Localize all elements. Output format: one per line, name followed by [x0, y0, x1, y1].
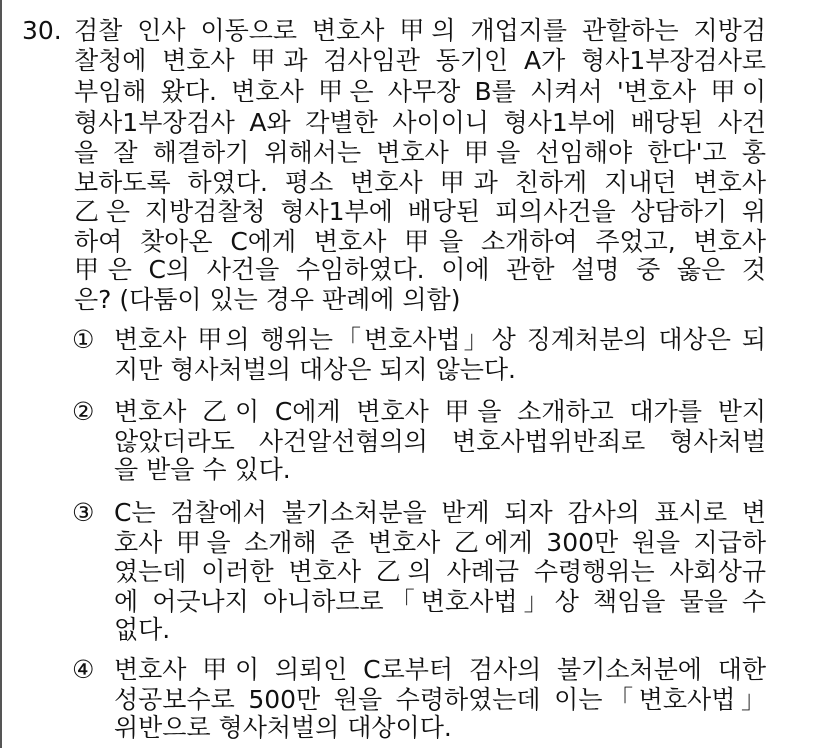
option-line: 않았더라도 사건알선혐의의 변호사법위반죄로 형사처벌 [114, 427, 766, 456]
stem-line: 형사1부장검사 A와 각별한 사이이니 형사1부에 배당된 사건 [74, 108, 766, 137]
option-line: 에 어긋나지 아니하므로「변호사법」상 책임을 물을 수 [114, 587, 766, 616]
stem-line: 을 잘 해결하기 위해서는 변호사 甲을 선임해야 한다'고 홍 [74, 138, 766, 167]
stem-line: 은? (다툼이 있는 경우 판례에 의함) [74, 285, 461, 314]
stem-line: 찰청에 변호사 甲과 검사임관 동기인 A가 형사1부장검사로 [74, 46, 766, 75]
option-line: C는 검찰에서 불기소처분을 받게 되자 감사의 표시로 변 [114, 498, 766, 527]
option-line: 을 받을 수 있다. [114, 455, 291, 484]
option-line: 호사 甲을 소개해 준 변호사 乙에게 300만 원을 지급하 [114, 528, 766, 557]
option-marker: ③ [72, 498, 95, 527]
option-line: 성공보수로 500만 원을 수령하였는데 이는「변호사법」 [114, 685, 766, 714]
stem-line: 보하도록 하였다. 평소 변호사 甲과 친하게 지내던 변호사 [74, 168, 766, 197]
option-line: 없다. [114, 615, 171, 644]
stem-line: 하여 찾아온 C에게 변호사 甲을 소개하여 주었고, 변호사 [74, 227, 766, 256]
option-line: 변호사 乙이 C에게 변호사 甲을 소개하고 대가를 받지 [114, 397, 766, 426]
option-line: 변호사 甲의 행위는「변호사법」상 징계처분의 대상은 되 [114, 325, 766, 354]
option-marker: ① [72, 325, 95, 354]
option-line: 변호사 甲이 의뢰인 C로부터 검사의 불기소처분에 대한 [114, 655, 766, 684]
stem-line: 甲은 C의 사건을 수임하였다. 이에 관한 설명 중 옳은 것 [74, 255, 766, 284]
option-line: 위반으로 형사처벌의 대상이다. [114, 713, 452, 742]
option-line: 지만 형사처벌의 대상은 되지 않는다. [114, 355, 516, 384]
option-marker: ④ [72, 655, 95, 684]
stem-line: 부임해 왔다. 변호사 甲은 사무장 B를 시켜서 '변호사 甲이 [74, 77, 766, 106]
question-number: 30. [22, 16, 62, 45]
stem-line: 乙은 지방검찰청 형사1부에 배당된 피의사건을 상담하기 위 [74, 197, 766, 226]
option-marker: ② [72, 397, 95, 426]
stem-line: 검찰 인사 이동으로 변호사 甲의 개업지를 관할하는 지방검 [74, 16, 766, 45]
option-line: 였는데 이러한 변호사 乙의 사례금 수령행위는 사회상규 [114, 557, 766, 586]
